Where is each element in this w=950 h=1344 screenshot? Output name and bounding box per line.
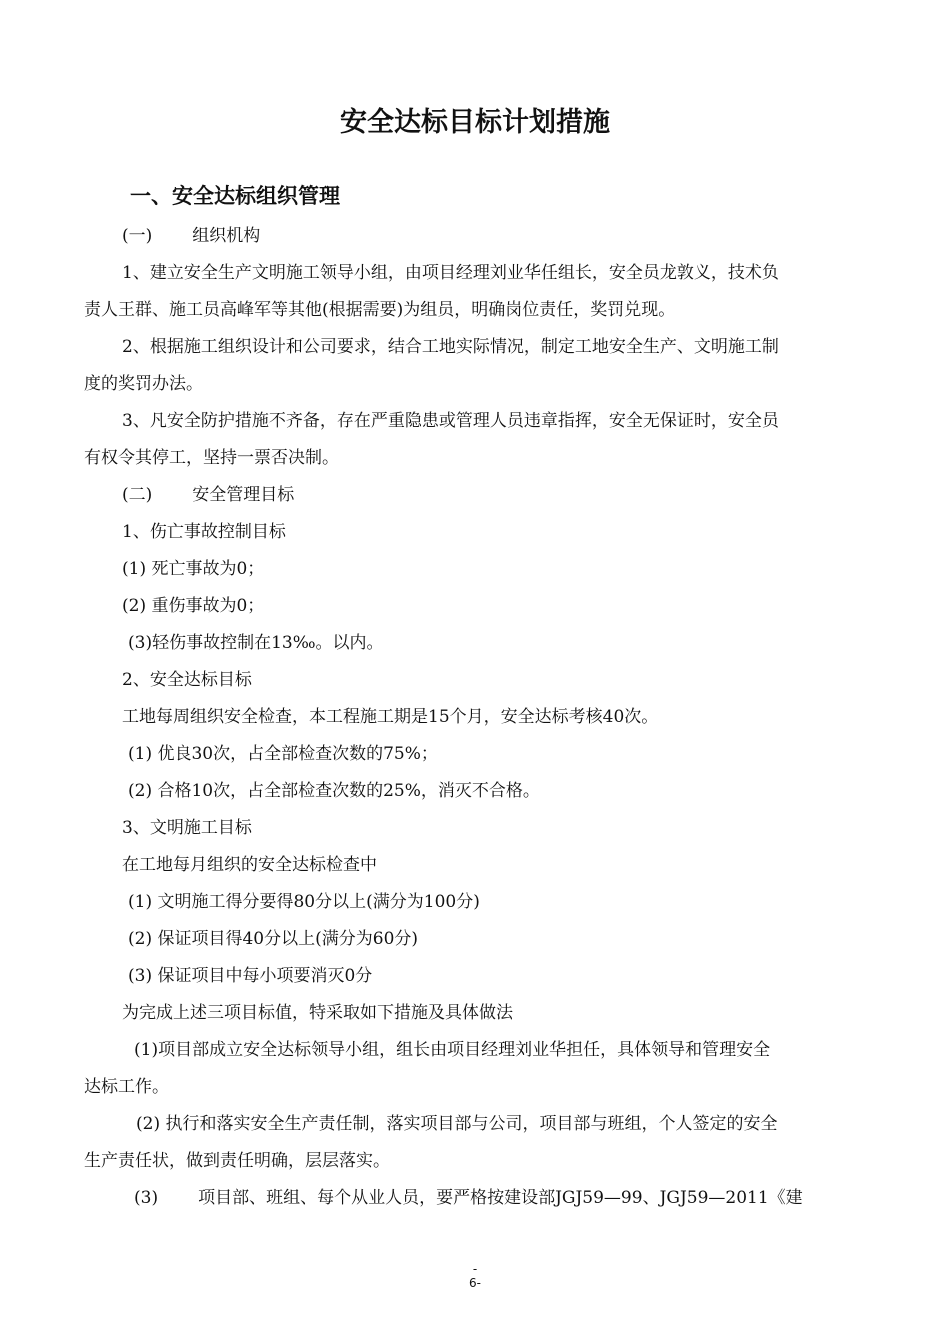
page-title: 安全达标目标计划措施	[340, 107, 610, 138]
paragraph-line: 责人王群、施工员高峰军等其他(根据需要)为组员，明确岗位责任，奖罚兑现。	[84, 300, 676, 320]
list-item: (1) 优良30次，占全部检查次数的75%；	[128, 744, 438, 764]
list-item: (2) 重伤事故为0；	[122, 596, 265, 616]
item-text: 项目部、班组、每个从业人员，要严格按建设部JGJ59—99、JGJ59—2011《建	[198, 1188, 803, 1208]
section-heading: 一、安全达标组织管理	[130, 184, 340, 208]
goal-heading: 1、伤亡事故控制目标	[122, 522, 286, 542]
goal-heading: 2、安全达标目标	[122, 670, 252, 690]
list-item: (2) 合格10次，占全部检查次数的25%，消灭不合格。	[128, 781, 540, 801]
list-item: (3)轻伤事故控制在13‰。以内。	[128, 633, 384, 653]
list-item: (1) 死亡事故为0；	[122, 559, 265, 579]
item-number: (3)	[134, 1188, 159, 1208]
page-number: 6-	[469, 1276, 481, 1290]
paragraph-line: 度的奖罚办法。	[84, 374, 203, 394]
list-item: (2) 保证项目得40分以上(满分为60分)	[128, 929, 419, 949]
paragraph-line: 达标工作。	[84, 1077, 169, 1097]
subsection-label: 安全管理目标	[192, 485, 295, 505]
paragraph-line: 工地每周组织安全检查，本工程施工期是15个月，安全达标考核40次。	[122, 707, 659, 727]
list-item: (3) 保证项目中每小项要消灭0分	[128, 966, 373, 986]
page-footer	[0, 1262, 950, 1290]
subsection-number: (一)	[122, 226, 153, 246]
subsection-heading	[84, 477, 860, 514]
paragraph-line: (2) 执行和落实安全生产责任制，落实项目部与公司，项目部与班组，个人签定的安全	[136, 1114, 778, 1134]
paragraph-line: 3、凡安全防护措施不齐备，存在严重隐患或管理人员违章指挥，安全无保证时，安全员	[122, 411, 779, 431]
paragraph-line: 在工地每月组织的安全达标检查中	[122, 855, 377, 875]
paragraph-line	[84, 1180, 860, 1217]
subsection-label: 组织机构	[192, 226, 261, 246]
paragraph-line: 为完成上述三项目标值，特采取如下措施及具体做法	[122, 1003, 513, 1023]
paragraph-line: 有权令其停工，坚持一票否决制。	[84, 448, 339, 468]
subsection-heading	[84, 218, 860, 255]
goal-heading: 3、文明施工目标	[122, 818, 252, 838]
paragraph-line: 1、建立安全生产文明施工领导小组，由项目经理刘业华任组长，安全员龙敦义，技术负	[122, 263, 779, 283]
list-item: (1) 文明施工得分要得80分以上(满分为100分)	[128, 892, 480, 912]
document-body	[84, 218, 860, 1217]
subsection-number: (二)	[122, 485, 153, 505]
paragraph-line: (1)项目部成立安全达标领导小组，组长由项目经理刘业华担任，具体领导和管理安全	[134, 1040, 771, 1060]
footer-dash: -	[472, 1262, 478, 1276]
paragraph-line: 生产责任状，做到责任明确，层层落实。	[84, 1151, 390, 1171]
paragraph-line: 2、根据施工组织设计和公司要求，结合工地实际情况，制定工地安全生产、文明施工制	[122, 337, 779, 357]
